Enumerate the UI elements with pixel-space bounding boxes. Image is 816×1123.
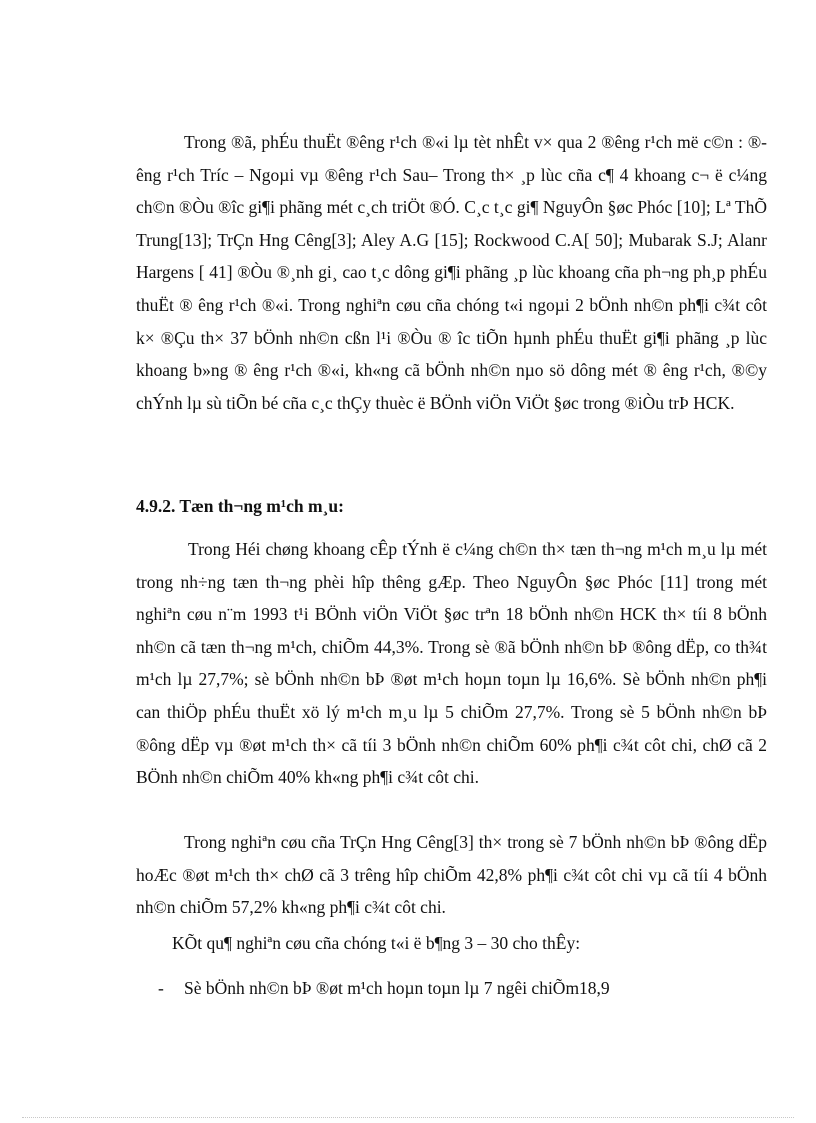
- paragraph-results-intro: KÕt qu¶ nghiªn cøu cña chóng t«i ë b¶ng 3 – 30 cho thÊy:: [172, 933, 581, 953]
- section-heading-vascular-injury: 4.9.2. Tæn th¬ng m¹ch m¸u:: [136, 496, 344, 516]
- paragraph-tran-hung-cuong-study: Trong nghiªn cøu cña TrÇn Hng Cêng[3] th× trong sè 7 bÖnh nh©n bÞ ®ông dËp hoÆc ®øt m¹ch th× chØ cã 3 trêng hîp chiÕm 42,8% ph¶i c¾t côt chi vµ cã tíi 4 bÖnh nh©n chiÕm 57,2% kh«ng ph¶i c¾t côt chi.: [136, 832, 767, 918]
- bullet-text: Sè bÖnh nh©n bÞ ®øt m¹ch hoµn toµn lµ 7 ngêi chiÕm18,9: [184, 978, 610, 998]
- list-item: [158, 972, 610, 1004]
- bullet-marker: -: [158, 978, 164, 998]
- page-bottom-divider: [22, 1117, 794, 1118]
- paragraph-vascular-injury-incidence: Trong Héi chøng khoang cÊp tÝnh ë c¼ng ch©n th× tæn th¬ng m¹ch m¸u lµ mét trong nh÷ng tæn th¬ng phèi hîp thêng gÆp. Theo NguyÔn §øc Phóc [11] trong mét nghiªn cøu n¨m 1993 t¹i BÖnh viÖn ViÖt §øc trªn 18 bÖnh nh©n HCK th× tíi 8 bÖnh nh©n cã tæn th¬ng m¹ch, chiÕm 44,3%. Trong sè ®ã bÖnh nh©n bÞ ®ông dËp, co th¾t m¹ch lµ 27,7%; sè bÖnh nh©n bÞ ®øt m¹ch hoµn toµn lµ 16,6%. Sè bÖnh nh©n ph¶i can thiÖp phÉu thuËt xö lý m¹ch m¸u lµ 5 chiÕm 27,7%. Trong sè 5 bÖnh nh©n bÞ ®ông dËp vµ ®øt m¹ch th× cã tíi 3 bÖnh nh©n chiÕm 60% ph¶i c¾t côt chi, chØ cã 2 BÖnh nh©n chiÕm 40% kh«ng ph¶i c¾t côt chi.: [136, 539, 767, 788]
- paragraph-incision-technique: Trong ®ã, phÉu thuËt ®êng r¹ch ®«i lµ tèt nhÊt v× qua 2 ®êng r¹ch më c©n : ®êng r¹ch Tríc – Ngoµi vµ ®êng r¹ch Sau– Trong th× ¸p lùc cña c¶ 4 khoang c¬ ë c¼ng ch©n ®Òu ®îc gi¶i phãng mét c¸ch triÖt ®Ó. C¸c t¸c gi¶ NguyÔn §øc Phóc [10]; Lª ThÕ Trung[13]; TrÇn Hng Cêng[3]; Aley A.G [15]; Rockwood C.A[ 50]; Mubarak S.J; Alanr Hargens [ 41] ®Òu ®¸nh gi¸ cao t¸c dông gi¶i phãng ¸p lùc khoang cña ph¬ng ph¸p phÉu thuËt ® êng r¹ch ®«i. Trong nghiªn cøu cña chóng t«i ngoµi 2 bÖnh nh©n ph¶i c¾t côt k× ®Çu th× 37 bÖnh nh©n cßn l¹i ®Òu ® îc tiÕn hµnh phÉu thuËt gi¶i phãng ¸p lùc khoang b»ng ® êng r¹ch ®«i, kh«ng cã bÖnh nh©n nµo sö dông mét ® êng r¹ch, ®©y chÝnh lµ sù tiÕn bé cña c¸c thÇy thuèc ë BÖnh viÖn ViÖt §øc trong ®iÒu trÞ HCK.: [136, 132, 767, 413]
